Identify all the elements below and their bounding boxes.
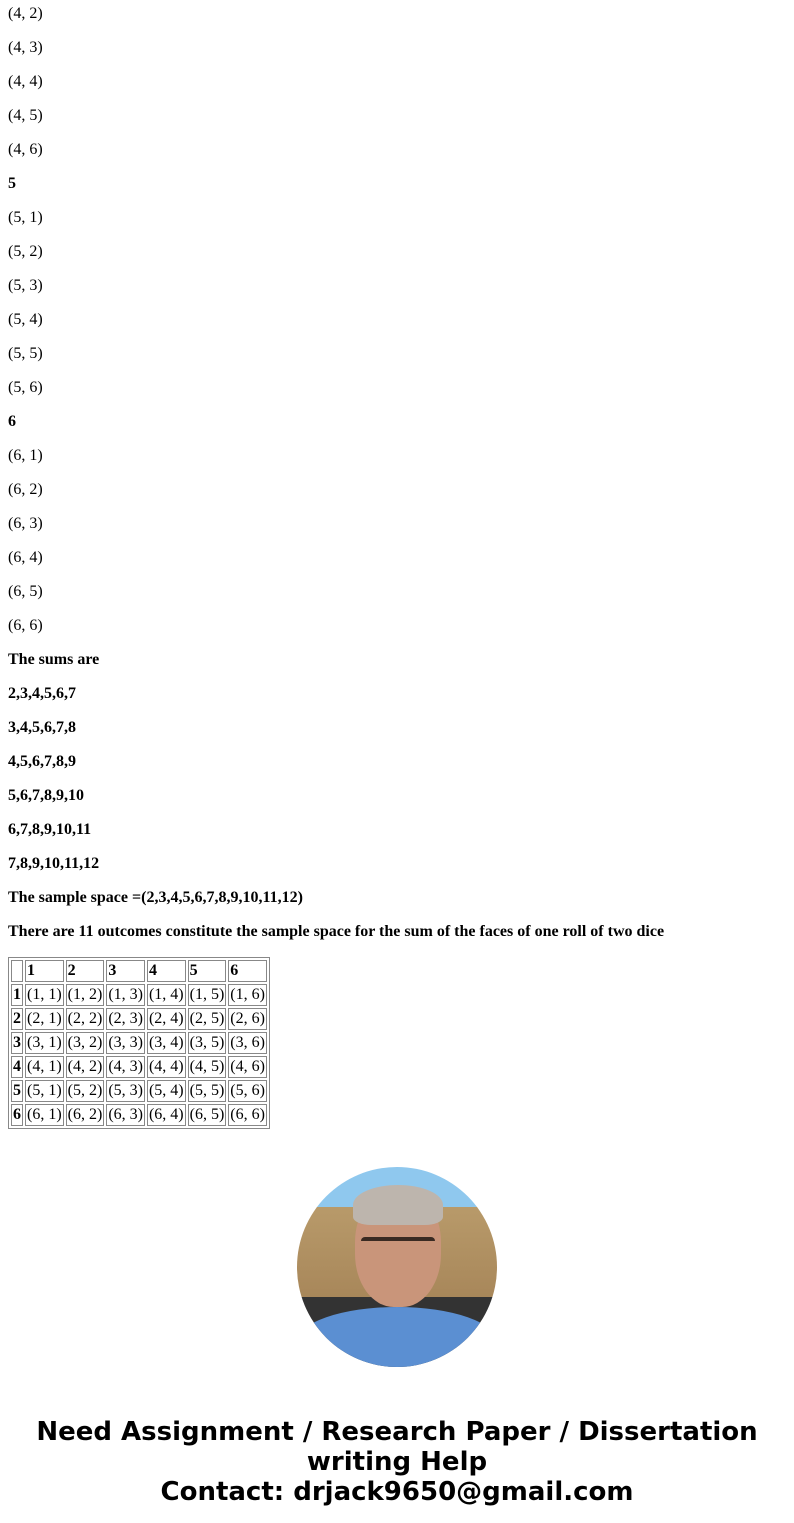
table-cell — [66, 1080, 105, 1102]
paragraph-text: (5, 5) — [8, 345, 43, 362]
cell-text: (2, 4) — [148, 1010, 184, 1027]
paragraph — [8, 5, 786, 23]
table-cell — [106, 1104, 145, 1126]
paragraph — [8, 651, 786, 669]
cell-text: (4, 4) — [148, 1058, 184, 1075]
cell-text: (3, 1) — [27, 1034, 62, 1051]
author-photo — [297, 1167, 497, 1367]
cell-text: (1, 5) — [189, 986, 225, 1003]
paragraph-text: (4, 2) — [8, 5, 43, 22]
table-cell — [106, 1056, 145, 1078]
paragraph-text: (4, 6) — [8, 141, 43, 158]
cell-text: (2, 6) — [230, 1010, 265, 1027]
paragraph — [8, 617, 786, 635]
paragraph — [8, 923, 786, 941]
cell-text: (6, 2) — [67, 1106, 103, 1123]
table-cell — [147, 1008, 186, 1030]
paragraph — [8, 583, 786, 601]
paragraph — [8, 685, 786, 703]
paragraph — [8, 379, 786, 397]
paragraph-text: (5, 4) — [8, 311, 43, 328]
table-row — [11, 1008, 267, 1030]
cell-text: (4, 1) — [27, 1058, 62, 1075]
paragraph — [8, 549, 786, 567]
paragraph — [8, 855, 786, 873]
paragraph — [8, 413, 786, 431]
table-cell — [11, 1032, 23, 1054]
table-cell — [188, 1104, 227, 1126]
table-cell — [25, 984, 64, 1006]
cell-text: 5 — [13, 1082, 21, 1099]
cell-text: (4, 3) — [108, 1058, 143, 1075]
cell-text: 3 — [108, 962, 117, 979]
paragraph — [8, 753, 786, 771]
paragraph — [8, 243, 786, 261]
paragraph — [8, 821, 786, 839]
paragraph — [8, 141, 786, 159]
photo-shirt — [297, 1307, 497, 1367]
table-cell — [66, 960, 105, 982]
table-row — [11, 1032, 267, 1054]
paragraph — [8, 311, 786, 329]
paragraph-text: (6, 1) — [8, 447, 43, 464]
table-cell — [147, 960, 186, 982]
answer-text — [8, 5, 786, 941]
table-cell — [11, 1080, 23, 1102]
paragraph-text: (4, 3) — [8, 39, 43, 56]
paragraph — [8, 481, 786, 499]
table-row — [11, 984, 267, 1006]
banner-line-2: writing Help — [306, 1447, 488, 1477]
cell-text: (6, 6) — [230, 1106, 265, 1123]
cell-text: (1, 3) — [108, 986, 143, 1003]
paragraph — [8, 889, 786, 907]
cell-text: 3 — [13, 1034, 21, 1051]
table-cell — [25, 1056, 64, 1078]
paragraph-text: 5,6,7,8,9,10 — [8, 787, 84, 804]
paragraph-text: (5, 3) — [8, 277, 43, 294]
paragraph — [8, 107, 786, 125]
cell-text: (4, 5) — [189, 1058, 225, 1075]
cell-text: 4 — [148, 962, 157, 979]
table-cell — [11, 1056, 23, 1078]
paragraph-text: (6, 3) — [8, 515, 43, 532]
cell-text: 6 — [13, 1106, 21, 1123]
dice-outcomes-table — [8, 957, 270, 1129]
table-cell — [25, 960, 64, 982]
cell-text: 1 — [27, 962, 35, 979]
paragraph-text: (5, 1) — [8, 209, 43, 226]
cell-text: (5, 4) — [148, 1082, 184, 1099]
paragraph-text: 3,4,5,6,7,8 — [8, 719, 76, 736]
table-cell — [188, 1056, 227, 1078]
paragraph-text: 5 — [8, 175, 16, 192]
table-cell — [106, 960, 145, 982]
table-cell — [66, 1056, 105, 1078]
table-cell — [188, 1008, 227, 1030]
table-cell — [66, 1008, 105, 1030]
cell-text: (6, 4) — [148, 1106, 184, 1123]
table-cell — [188, 1032, 227, 1054]
table-cell — [147, 984, 186, 1006]
cell-text: (5, 6) — [230, 1082, 265, 1099]
cell-text: (2, 2) — [67, 1010, 103, 1027]
paragraph-text: (4, 5) — [8, 107, 43, 124]
table-row — [11, 1080, 267, 1102]
paragraph — [8, 515, 786, 533]
paragraph — [8, 175, 786, 193]
paragraph — [8, 447, 786, 465]
table-row — [11, 1056, 267, 1078]
banner-line-1: Need Assignment / Research Paper / Dissertation — [36, 1417, 758, 1447]
paragraph-text: 2,3,4,5,6,7 — [8, 685, 76, 702]
table-cell — [25, 1008, 64, 1030]
table-cell — [228, 1056, 267, 1078]
cell-text: (3, 5) — [189, 1034, 225, 1051]
paragraph-text: The sample space =(2,3,4,5,6,7,8,9,10,11,12) — [8, 889, 303, 906]
table-cell — [11, 984, 23, 1006]
cell-text: 6 — [230, 962, 239, 979]
paragraph-text: (6, 5) — [8, 583, 43, 600]
contact-banner — [8, 1417, 786, 1507]
cell-text: (2, 5) — [189, 1010, 225, 1027]
table-cell — [106, 1080, 145, 1102]
paragraph-text: 4,5,6,7,8,9 — [8, 753, 76, 770]
table-cell — [11, 1104, 23, 1126]
paragraph-text: (6, 4) — [8, 549, 43, 566]
paragraph — [8, 787, 786, 805]
table-cell — [25, 1032, 64, 1054]
cell-text: (1, 4) — [148, 986, 184, 1003]
photo-glasses — [361, 1237, 435, 1259]
table-cell — [11, 1008, 23, 1030]
paragraph — [8, 73, 786, 91]
table-cell — [25, 1080, 64, 1102]
cell-text: (3, 4) — [148, 1034, 184, 1051]
table-cell — [228, 984, 267, 1006]
paragraph-text: There are 11 outcomes constitute the sample space for the sum of the faces of one roll of two dice — [8, 923, 665, 940]
cell-text: (1, 1) — [27, 986, 62, 1003]
cell-text: (1, 6) — [230, 986, 265, 1003]
cell-text: 2 — [67, 962, 76, 979]
paragraph-text: 6,7,8,9,10,11 — [8, 821, 92, 838]
table-cell — [228, 1008, 267, 1030]
paragraph-text: (5, 2) — [8, 243, 43, 260]
cell-text: (2, 3) — [108, 1010, 143, 1027]
table-cell — [106, 1032, 145, 1054]
table-cell — [25, 1104, 64, 1126]
paragraph-text: The sums are — [8, 651, 100, 668]
paragraph-text: (4, 4) — [8, 73, 43, 90]
paragraph-text: (6, 6) — [8, 617, 43, 634]
table-cell — [188, 960, 227, 982]
table-cell — [106, 984, 145, 1006]
table-cell — [11, 960, 23, 982]
cell-text: (3, 3) — [108, 1034, 143, 1051]
table-row — [11, 1104, 267, 1126]
cell-text: (3, 6) — [230, 1034, 265, 1051]
table-cell — [228, 1032, 267, 1054]
banner-contact-email[interactable]: Contact: drjack9650@gmail.com — [160, 1477, 634, 1507]
table-cell — [188, 1080, 227, 1102]
cell-text: 4 — [13, 1058, 21, 1075]
paragraph-text: 7,8,9,10,11,12 — [8, 855, 100, 872]
cell-text: (3, 2) — [67, 1034, 103, 1051]
paragraph — [8, 719, 786, 737]
cell-text: (1, 2) — [67, 986, 103, 1003]
cell-text: 2 — [13, 1010, 21, 1027]
paragraph — [8, 277, 786, 295]
cell-text: 5 — [189, 962, 198, 979]
table-cell — [66, 1032, 105, 1054]
table-cell — [66, 1104, 105, 1126]
cell-text: (5, 1) — [27, 1082, 62, 1099]
paragraph-text: (5, 6) — [8, 379, 43, 396]
table-cell — [188, 984, 227, 1006]
table-cell — [106, 1008, 145, 1030]
photo-hair — [353, 1185, 443, 1225]
table-cell — [228, 1104, 267, 1126]
cell-text: (4, 2) — [67, 1058, 103, 1075]
table-cell — [66, 984, 105, 1006]
paragraph — [8, 209, 786, 227]
table-cell — [228, 1080, 267, 1102]
table-cell — [147, 1104, 186, 1126]
table-cell — [228, 960, 267, 982]
paragraph — [8, 39, 786, 57]
cell-text: (5, 3) — [108, 1082, 143, 1099]
cell-text: (4, 6) — [230, 1058, 265, 1075]
cell-text: 1 — [13, 986, 21, 1003]
table-cell — [147, 1056, 186, 1078]
cell-text: (6, 1) — [27, 1106, 62, 1123]
cell-text: (6, 3) — [108, 1106, 143, 1123]
table-cell — [147, 1032, 186, 1054]
cell-text: (6, 5) — [189, 1106, 225, 1123]
paragraph-text: (6, 2) — [8, 481, 43, 498]
paragraph-text: 6 — [8, 413, 16, 430]
table-cell — [147, 1080, 186, 1102]
cell-text: (5, 5) — [189, 1082, 225, 1099]
paragraph — [8, 345, 786, 363]
table-header-row — [11, 960, 267, 982]
cell-text: (2, 1) — [27, 1010, 62, 1027]
cell-text: (5, 2) — [67, 1082, 103, 1099]
